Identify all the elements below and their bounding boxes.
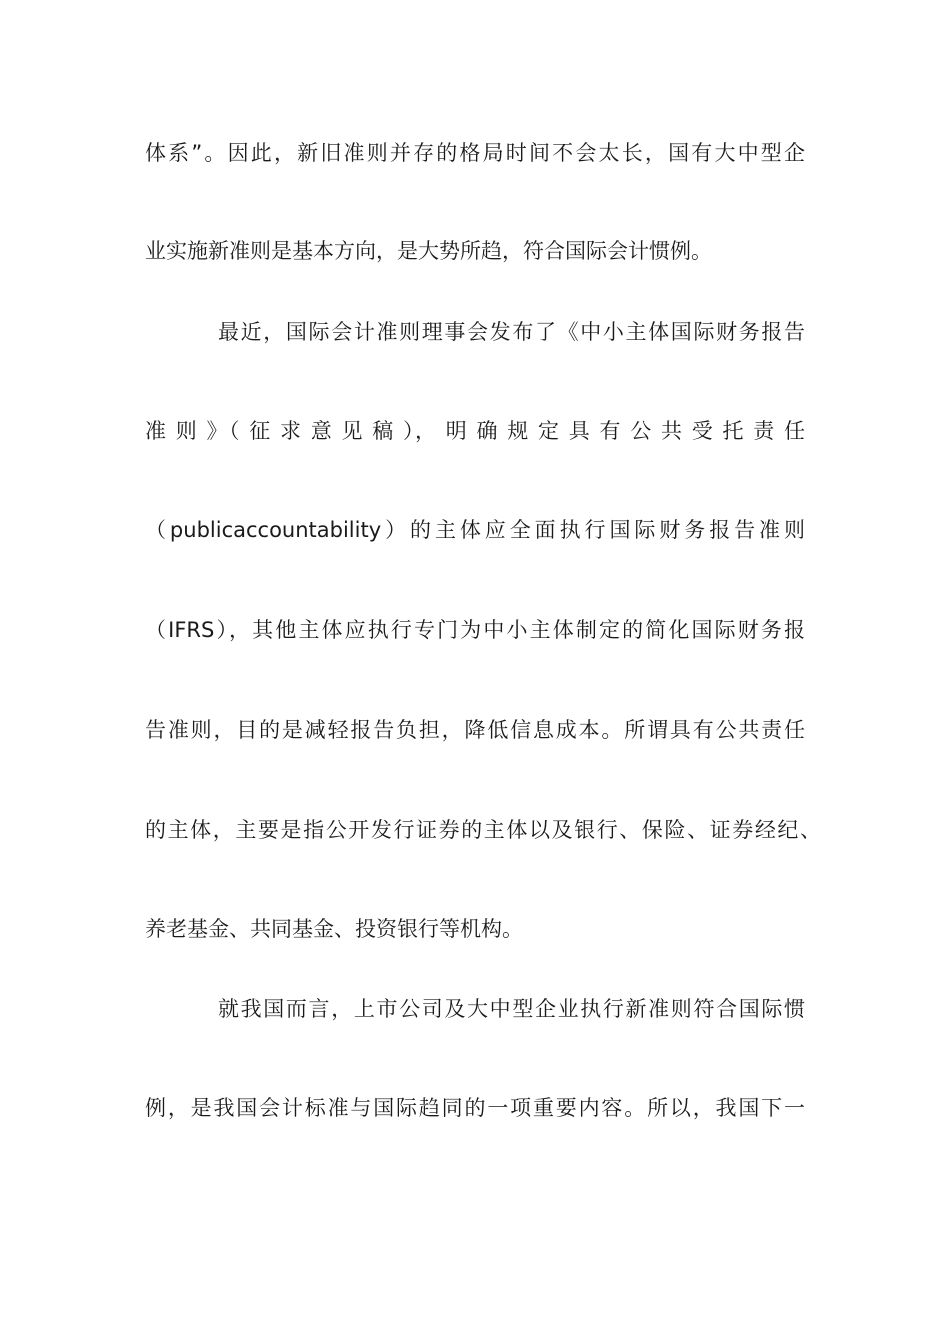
text-line-7: 告准则，目的是减轻报告负担，降低信息成本。所谓具有公共责任 (145, 718, 805, 742)
text-line-2: 业实施新准则是基本方向，是大势所趋，符合国际会计惯例。 (145, 239, 712, 263)
text-line-4: 准 则 》（ 征 求 意 见 稿 ）， 明 确 规 定 具 有 公 共 受 托 责 任 (145, 419, 805, 443)
text-line-6: （IFRS），其他主体应执行专门为中小主体制定的简化国际财务报 (145, 618, 805, 642)
text-line-10: 就我国而言，上市公司及大中型企业执行新准则符合国际惯 (218, 997, 805, 1021)
text-line-1: 体系”。因此，新旧准则并存的格局时间不会太长，国有大中型企 (145, 141, 805, 165)
text-line-8: 的主体，主要是指公开发行证券的主体以及银行、保险、证券经纪、 (145, 818, 821, 842)
text-line-11: 例，是我国会计标准与国际趋同的一项重要内容。所以，我国下一 (145, 1096, 805, 1120)
text-line-9: 养老基金、共同基金、投资银行等机构。 (145, 917, 523, 941)
text-line-3: 最近，国际会计准则理事会发布了《中小主体国际财务报告 (218, 320, 805, 344)
text-line-5: （publicaccountability）的主体应全面执行国际财务报告准则 (145, 518, 805, 542)
